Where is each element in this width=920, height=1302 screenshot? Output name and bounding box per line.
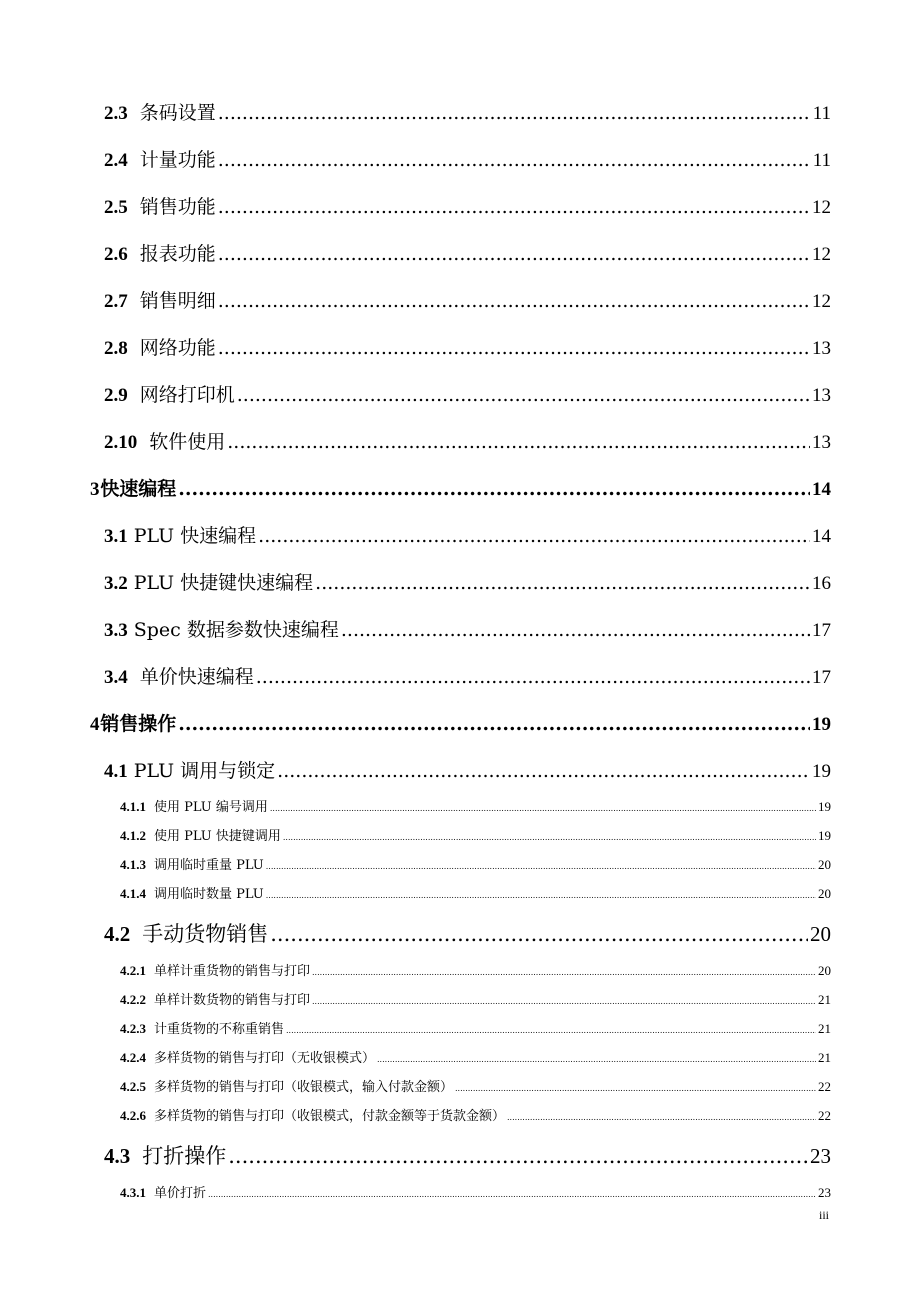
dot-leader [218,243,810,265]
dot-leader [218,102,811,124]
toc-entry-number: 4.3.1 [120,1185,146,1200]
toc-entry-page: 22 [818,1079,831,1094]
toc-subentry[interactable] [120,883,831,902]
toc-entry-title: 打折操作 [142,1144,227,1168]
toc-entry[interactable] [104,192,831,219]
dot-leader [266,858,816,873]
dot-leader [266,887,816,902]
dot-leader [286,1022,816,1037]
dot-leader [237,384,810,406]
toc-entry-page: 14 [812,479,831,500]
toc-entry-number: 4.2.1 [120,963,146,978]
dot-leader [227,431,810,453]
toc-entry-number: 2.4 [104,150,128,171]
toc-entry-title: PLU 调用与锁定 [133,760,276,782]
toc-entry-page: 12 [812,244,831,265]
dot-leader [341,619,810,641]
toc-entry-page: 13 [812,385,831,406]
toc-entry-title: PLU 快捷键快速编程 [133,572,314,594]
dot-leader [312,993,816,1008]
toc-entry-page: 11 [812,103,831,124]
toc-subentry[interactable] [120,1105,831,1124]
toc-entry-page: 13 [812,432,831,453]
toc-entry-number: 3.3 [104,620,128,641]
toc-entry-title: 计量功能 [139,149,216,171]
toc-entry-number: 2.9 [104,385,128,406]
dot-leader [178,478,810,500]
toc-subentry[interactable] [120,854,831,873]
toc-subentry[interactable] [120,960,831,979]
toc-entry[interactable] [104,662,831,689]
toc-entry-page: 11 [812,150,831,171]
dot-leader [455,1080,816,1095]
dot-leader [218,290,810,312]
toc-entry-title: 计重货物的不称重销售 [154,1022,285,1037]
toc-entry-title: 单样计重货物的销售与打印 [154,964,311,979]
toc-entry-number: 3.2 [104,573,128,594]
toc-entry-page: 16 [812,573,831,594]
toc-entry-number: 4.1.4 [120,886,146,901]
toc-entry-title: 软件使用 [149,431,226,453]
toc-entry-number: 4.1.3 [120,857,146,872]
toc-entry-page: 21 [818,1021,831,1036]
toc-subentry[interactable] [120,796,831,815]
toc-entry-title: 调用临时数量 PLU [154,887,264,902]
toc-entry-title: 单价打折 [154,1186,207,1201]
toc-entry-title: 销售明细 [139,290,216,312]
toc-entry-page: 20 [818,886,831,901]
toc-entry-title: 单样计数货物的销售与打印 [154,993,311,1008]
toc-entry-page: 21 [818,1050,831,1065]
toc-entry-title: 网络功能 [139,337,216,359]
toc-entry-number: 2.10 [104,432,138,453]
toc-subentry[interactable] [120,1018,831,1037]
toc-entry-page: 23 [810,1144,831,1168]
dot-leader [377,1051,816,1066]
toc-entry[interactable] [104,521,831,548]
page-number: iii [819,1208,830,1222]
toc-entry-number: 4 [90,714,100,735]
toc-entry-title: 销售功能 [139,196,216,218]
toc-entry[interactable] [104,615,831,642]
toc-entry-page: 13 [812,338,831,359]
toc-entry[interactable] [104,1140,831,1170]
toc-entry-page: 12 [812,291,831,312]
toc-entry-page: 23 [818,1185,831,1200]
toc-entry-title: 报表功能 [139,243,216,265]
toc-entry-title: 使用 PLU 编号调用 [154,800,268,815]
toc-entry-number: 4.3 [104,1144,131,1168]
toc-entry-page: 21 [818,992,831,1007]
dot-leader [228,1144,808,1168]
toc-entry-title: 快速编程 [100,478,177,500]
toc-entry-number: 3.4 [104,667,128,688]
toc-subentry[interactable] [120,989,831,1008]
toc-entry-number: 4.2.3 [120,1021,146,1036]
toc-entry-number: 2.3 [104,103,128,124]
toc-entry-title: Spec 数据参数快速编程 [133,619,339,641]
toc-entry-number: 3 [90,479,100,500]
toc-entry-page: 14 [812,526,831,547]
toc-entry-title: PLU 快速编程 [133,525,257,547]
toc-entry-title: 销售操作 [100,713,177,735]
dot-leader [256,666,810,688]
toc-entry[interactable] [104,286,831,313]
toc-entry-page: 17 [812,667,831,688]
toc-entry[interactable] [104,333,831,360]
dot-leader [218,337,810,359]
toc-entry-page: 19 [812,714,831,735]
dot-leader [312,964,816,979]
toc-entry[interactable] [104,756,831,783]
dot-leader [270,922,808,946]
toc-entry-title: 多样货物的销售与打印（收银模式，输入付款金额） [154,1080,454,1095]
toc-entry-title: 调用临时重量 PLU [154,858,264,873]
toc-subentry[interactable] [120,1047,831,1066]
dot-leader [283,829,816,844]
toc-entry-number: 2.5 [104,197,128,218]
dot-leader [218,196,810,218]
toc-entry[interactable] [104,568,831,595]
toc-entry-number: 4.2.4 [120,1050,146,1065]
toc-entry-number: 2.7 [104,291,128,312]
toc-entry-title: 多样货物的销售与打印（无收银模式） [154,1051,376,1066]
toc-entry[interactable] [104,145,831,172]
dot-leader [277,760,810,782]
toc-entry-page: 17 [812,620,831,641]
dot-leader [270,800,816,815]
toc-entry-title: 多样货物的销售与打印（收银模式，付款金额等于货款金额） [154,1109,506,1124]
toc-entry-title: 单价快速编程 [139,666,254,688]
toc-subentry[interactable] [120,1076,831,1095]
toc-entry-number: 4.2 [104,922,131,946]
toc-entry-page: 19 [812,761,831,782]
toc-chapter-entry[interactable] [90,709,831,736]
toc-entry-number: 4.1.2 [120,828,146,843]
dot-leader [178,713,810,735]
toc-entry-page: 12 [812,197,831,218]
toc-entry[interactable] [104,380,831,407]
toc-entry-number: 4.1.1 [120,799,146,814]
toc-entry-title: 使用 PLU 快捷键调用 [154,829,281,844]
toc-entry-number: 4.2.5 [120,1079,146,1094]
toc-entry-title: 网络打印机 [139,384,235,406]
dot-leader [218,149,811,171]
toc-entry-number: 2.8 [104,338,128,359]
toc-entry-number: 4.1 [104,761,128,782]
toc-subentry[interactable] [120,825,831,844]
toc-entry[interactable] [104,98,831,125]
toc-entry-page: 20 [810,922,831,946]
dot-leader [507,1109,816,1124]
toc-entry-page: 20 [818,857,831,872]
toc-entry-page: 19 [818,799,831,814]
toc-entry-page: 20 [818,963,831,978]
toc-entry-number: 2.6 [104,244,128,265]
toc-entry-number: 4.2.2 [120,992,146,1007]
toc-entry-number: 4.2.6 [120,1108,146,1123]
toc-entry[interactable] [104,239,831,266]
dot-leader [208,1186,816,1201]
toc-entry[interactable] [104,918,831,948]
toc-entry-page: 19 [818,828,831,843]
toc-entry[interactable] [104,427,831,454]
toc-entry-title: 条码设置 [139,102,216,124]
toc-subentry[interactable] [120,1182,831,1201]
toc-chapter-entry[interactable] [90,474,831,501]
toc-entry-title: 手动货物销售 [142,922,269,946]
dot-leader [315,572,810,594]
dot-leader [258,525,810,547]
toc-entry-page: 22 [818,1108,831,1123]
toc-entry-number: 3.1 [104,526,128,547]
